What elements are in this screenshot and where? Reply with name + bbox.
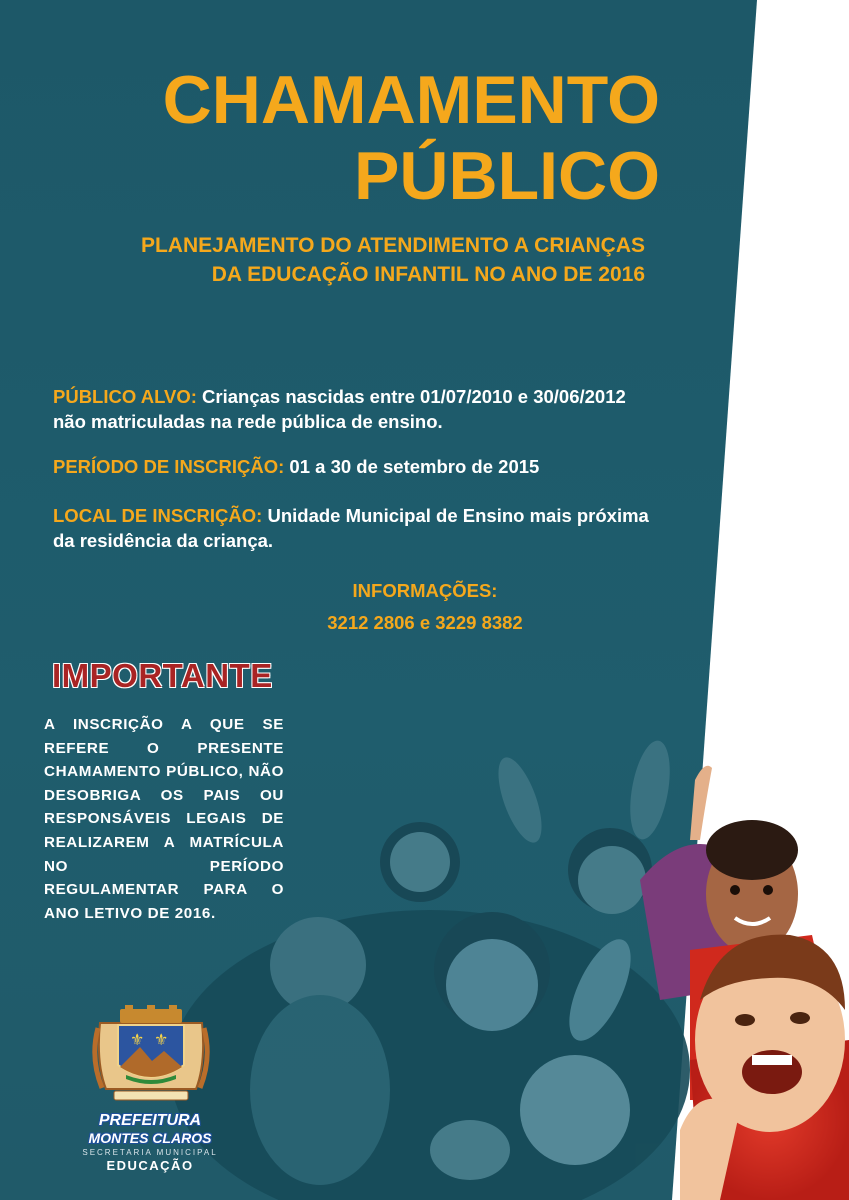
periodo-inscricao — [53, 454, 703, 479]
svg-text:⚜: ⚜ — [154, 1030, 169, 1049]
informacoes-phones: 3212 2806 e 3229 8382 — [327, 612, 523, 633]
logo-city: MONTES CLAROS — [88, 1130, 212, 1146]
fleur-de-lis-icon: ⚜ — [130, 1030, 145, 1049]
local-inscricao-line-1 — [53, 503, 703, 528]
logo-secretaria: SECRETARIA MUNICIPAL — [82, 1148, 218, 1157]
subtitle-line-2: DA EDUCAÇÃO INFANTIL NO ANO DE 2016 — [211, 263, 645, 286]
local-text: Unidade Municipal de Ensino mais próxima — [262, 505, 649, 526]
informacoes-label: INFORMAÇÕES: — [352, 580, 498, 601]
subtitle-line-1: PLANEJAMENTO DO ATENDIMENTO A CRIANÇAS — [140, 234, 645, 257]
publico-alvo-label: PÚBLICO ALVO: — [53, 386, 197, 407]
publico-alvo-line-1 — [53, 384, 703, 409]
local-label: LOCAL DE INSCRIÇÃO: — [53, 505, 263, 526]
logo-prefeitura: PREFEITURA — [98, 1112, 202, 1129]
city-crest-icon — [92, 1003, 210, 1111]
periodo-text: 01 a 30 de setembro de 2015 — [284, 456, 540, 477]
periodo-label: PERÍODO DE INSCRIÇÃO: — [53, 456, 285, 477]
local-inscricao-line-2: da residência da criança. — [53, 530, 274, 551]
importante-heading: IMPORTANTE — [52, 657, 273, 694]
logo-educacao: EDUCAÇÃO — [106, 1158, 194, 1173]
publico-alvo-line-2: não matriculadas na rede pública de ensino. — [53, 411, 443, 432]
title-line-1: CHAMAMENTO — [162, 62, 660, 138]
importante-body: A INSCRIÇÃO A QUE SE REFERE O PRESENTE CHAMAMENTO PÚBLICO, NÃO DESOBRIGA OS PAIS OU RESPONSÁVEIS LEGAIS DE REALIZAREM A MATRÍCULA NO PERÍODO REGULAMENTAR PARA O ANO LETIVO DE 2016. — [44, 716, 284, 922]
publico-alvo-text: Crianças nascidas entre 01/07/2010 e 30/06/2012 — [196, 386, 626, 407]
title-line-2: PÚBLICO — [354, 138, 660, 214]
